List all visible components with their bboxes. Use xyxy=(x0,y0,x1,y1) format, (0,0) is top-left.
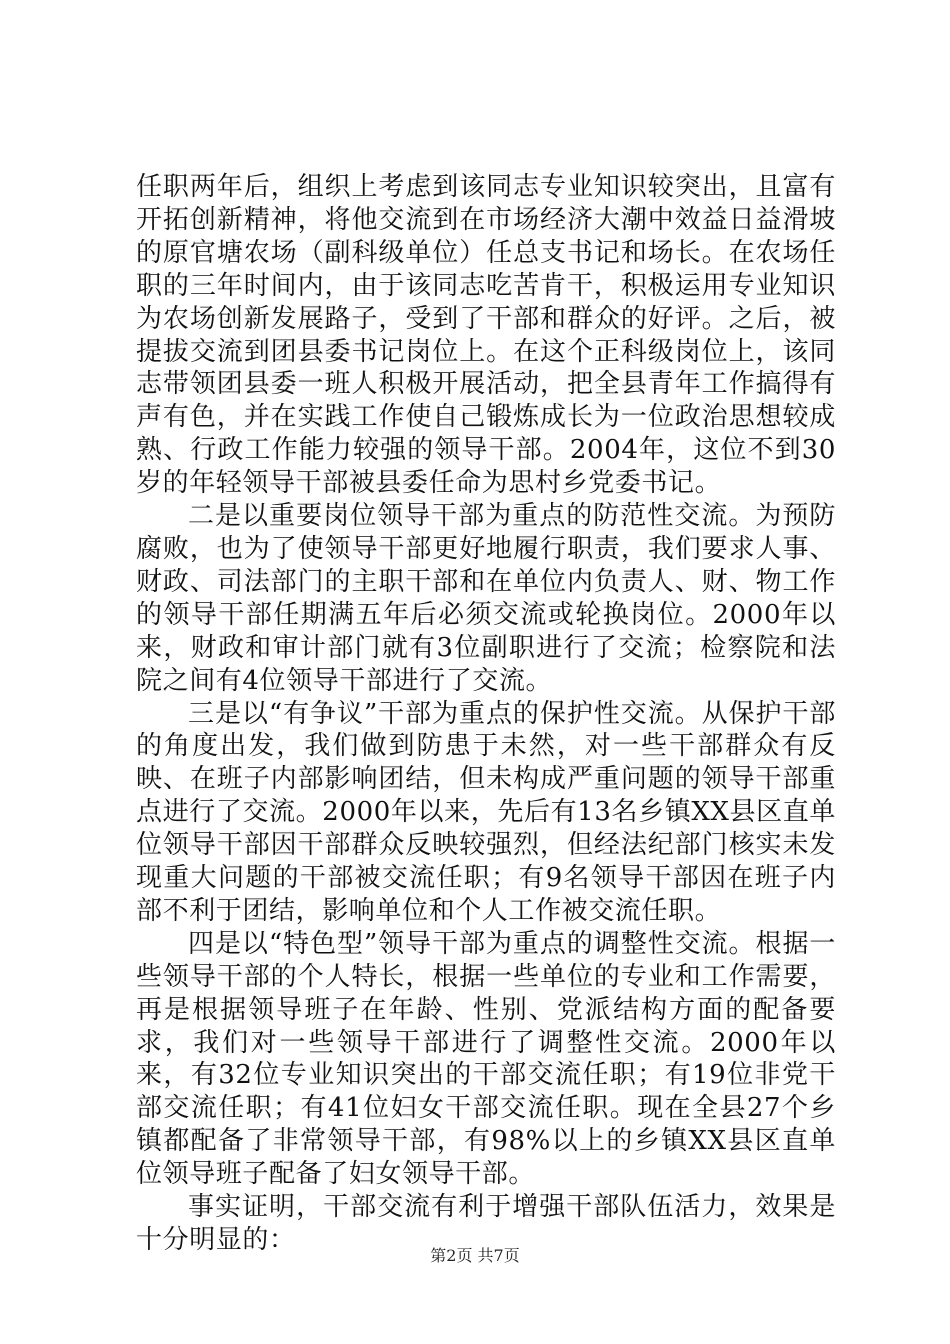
paragraph-adjustment-exchange: 四是以“特色型”领导干部为重点的调整性交流。根据一些领导干部的个人特长，根据一些单位的专业和工作需要，再是根据领导班子在年龄、性别、党派结构方面的配备要求，我们对一些领导干部进行了调整性交流。2000年以来，有32位专业知识突出的干部交流任职；有19位非党干部交流任职；有41位妇女干部交流任职。现在全县27个乡镇都配备了非常领导干部，有98%以上的乡镇XX县区直单位领导班子配备了妇女领导干部。 xyxy=(136,928,836,1190)
document-body xyxy=(136,171,836,1257)
paragraph-preventive-exchange: 二是以重要岗位领导干部为重点的防范性交流。为预防腐败，也为了使领导干部更好地履行职责，我们要求人事、财政、司法部门的主职干部和在单位内负责人、财、物工作的领导干部任期满五年后必须交流或轮换岗位。2000年以来，财政和审计部门就有3位副职进行了交流；检察院和法院之间有4位领导干部进行了交流。 xyxy=(136,501,836,696)
paragraph-continuation: 任职两年后，组织上考虑到该同志专业知识较突出，且富有开拓创新精神，将他交流到在市场经济大潮中效益日益滑坡的原官塘农场（副科级单位）任总支书记和场长。在农场任职的三年时间内，由于该同志吃苦肯干，积极运用专业知识为农场创新发展路子，受到了干部和群众的好评。之后，被提拔交流到团县委书记岗位上。在这个正科级岗位上，该同志带领团县委一班人积极开展活动，把全县青年工作搞得有声有色，并在实践工作使自己锻炼成长为一位政治思想较成熟、行政工作能力较强的领导干部。2004年，这位不到30岁的年轻领导干部被县委任命为思村乡党委书记。 xyxy=(136,172,836,499)
paragraph-protective-exchange: 三是以“有争议”干部为重点的保护性交流。从保护干部的角度出发，我们做到防患于未然，对一些干部群众有反映、在班子内部影响团结，但未构成严重问题的领导干部重点进行了交流。2000年以来，先后有13名乡镇XX县区直单位领导干部因干部群众反映较强烈，但经法纪部门核实未发现重大问题的干部被交流任职；有9名领导干部因在班子内部不利于团结，影响单位和个人工作被交流任职。 xyxy=(136,698,836,926)
paragraph-conclusion: 事实证明，干部交流有利于增强干部队伍活力，效果是十分明显的： xyxy=(136,1192,836,1255)
page-number-footer: 第2页 共7页 xyxy=(430,1246,520,1265)
